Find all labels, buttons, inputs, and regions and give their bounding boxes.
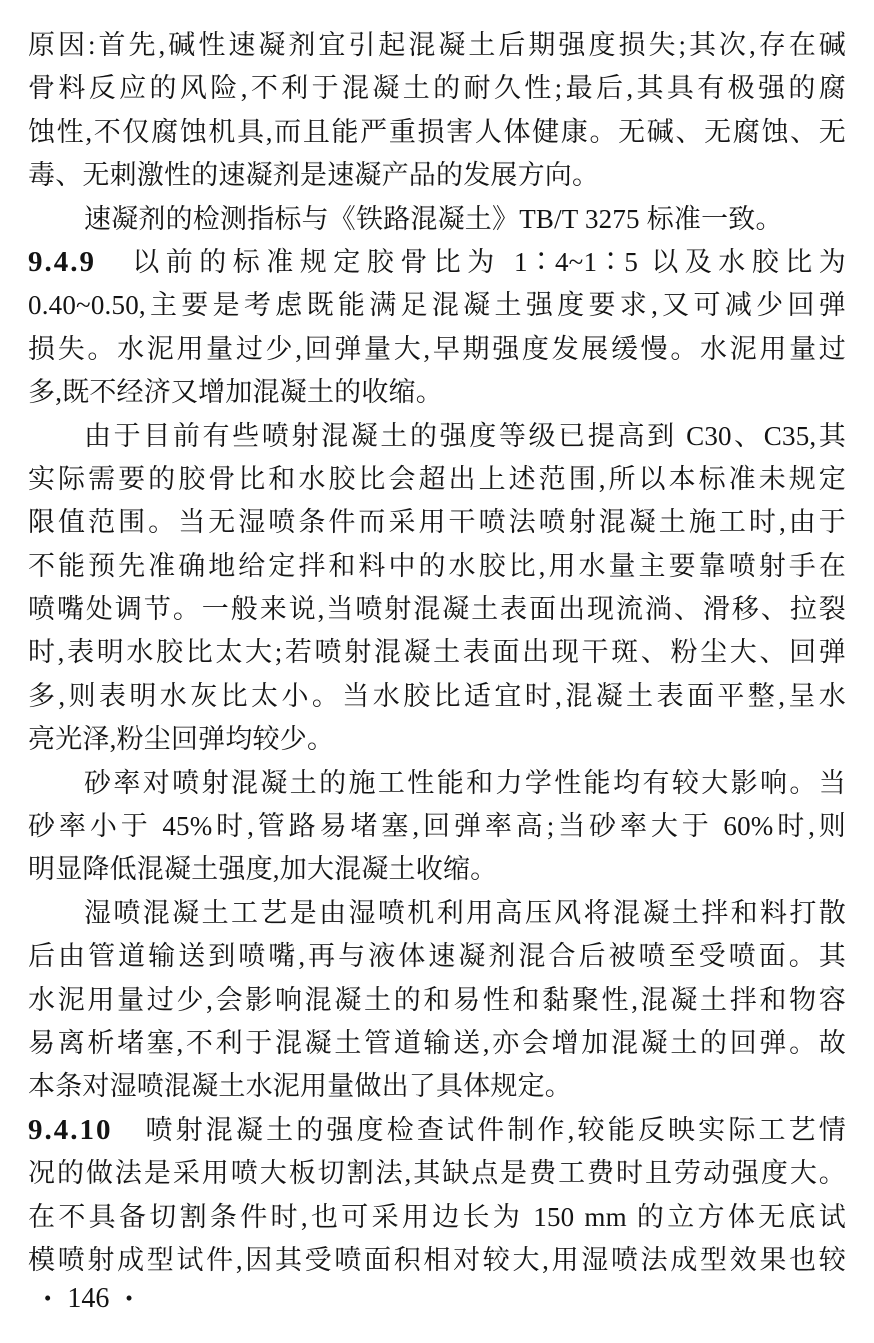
text-line: 骨料反应的风险,不利于混凝土的耐久性;最后,其具有极强的腐 [28, 73, 846, 104]
text-line: 由于目前有些喷射混凝土的强度等级已提高到 C30、C35,其 [84, 420, 846, 451]
text-line: 蚀性,不仅腐蚀机具,而且能严重损害人体健康。无碱、无腐蚀、无 [28, 116, 846, 147]
text-line: 限值范围。当无湿喷条件而采用干喷法喷射混凝土施工时,由于 [28, 507, 846, 538]
text-line: 实际需要的胶骨比和水胶比会超出上述范围,所以本标准未规定 [28, 463, 846, 494]
text-line: 模喷射成型试件,因其受喷面积相对较大,用湿喷法成型效果也较 [28, 1244, 846, 1275]
text-line: 况的做法是采用喷大板切割法,其缺点是费工费时且劳动强度大。 [28, 1158, 846, 1189]
clause-number: 9.4.9 [28, 245, 96, 278]
text-line: 0.40~0.50,主要是考虑既能满足混凝土强度要求,又可减少回弹 [28, 290, 846, 321]
footer-dot-right: • [125, 1286, 133, 1310]
page-number: 146 [67, 1283, 110, 1314]
clause-text: 以前的标准规定胶骨比为 1∶4~1∶5 以及水胶比为 [126, 246, 846, 277]
text-line: 多,则表明水灰比太小。当水胶比适宜时,混凝土表面平整,呈水 [28, 680, 846, 711]
page-footer [44, 1280, 133, 1317]
text-line: 本条对湿喷混凝土水泥用量做出了具体规定。 [28, 1071, 572, 1102]
text-line: 时,表明水胶比太大;若喷射混凝土表面出现干斑、粉尘大、回弹 [28, 637, 846, 668]
text-line: 速凝剂的检测指标与《铁路混凝土》TB/T 3275 标准一致。 [84, 203, 783, 234]
footer-dot-left: • [44, 1286, 52, 1310]
text-line: 在不具备切割条件时,也可采用边长为 150 mm 的立方体无底试 [28, 1201, 846, 1232]
clause-text: 喷射混凝土的强度检查试件制作,较能反映实际工艺情 [142, 1114, 846, 1145]
text-line: 不能预先准确地给定拌和料中的水胶比,用水量主要靠喷射手在 [28, 550, 846, 581]
text-line: 明显降低混凝土强度,加大混凝土收缩。 [28, 854, 498, 885]
text-line: 砂率对喷射混凝土的施工性能和力学性能均有较大影响。当 [84, 767, 846, 798]
text-line: 亮光泽,粉尘回弹均较少。 [28, 724, 335, 755]
text-line-clause-9-4-9 [28, 241, 846, 284]
text-line: 湿喷混凝土工艺是由湿喷机利用高压风将混凝土拌和料打散 [84, 897, 846, 928]
clause-number: 9.4.10 [28, 1113, 113, 1146]
text-line: 喷嘴处调节。一般来说,当喷射混凝土表面出现流淌、滑移、拉裂 [28, 594, 846, 625]
text-line: 后由管道输送到喷嘴,再与液体速凝剂混合后被喷至受喷面。其 [28, 941, 846, 972]
text-line: 多,既不经济又增加混凝土的收缩。 [28, 377, 443, 408]
text-line: 水泥用量过少,会影响混凝土的和易性和黏聚性,混凝土拌和物容 [28, 984, 846, 1015]
text-line: 损失。水泥用量过少,回弹量大,早期强度发展缓慢。水泥用量过 [28, 333, 846, 364]
text-line: 毒、无刺激性的速凝剂是速凝产品的发展方向。 [28, 160, 600, 191]
text-line: 易离析堵塞,不利于混凝土管道输送,亦会增加混凝土的回弹。故 [28, 1027, 846, 1058]
text-line: 砂率小于 45%时,管路易堵塞,回弹率高;当砂率大于 60%时,则 [28, 811, 846, 842]
text-line: 原因:首先,碱性速凝剂宜引起混凝土后期强度损失;其次,存在碱 [28, 30, 846, 60]
text-line-clause-9-4-10 [28, 1109, 846, 1152]
body-text [28, 24, 846, 1282]
